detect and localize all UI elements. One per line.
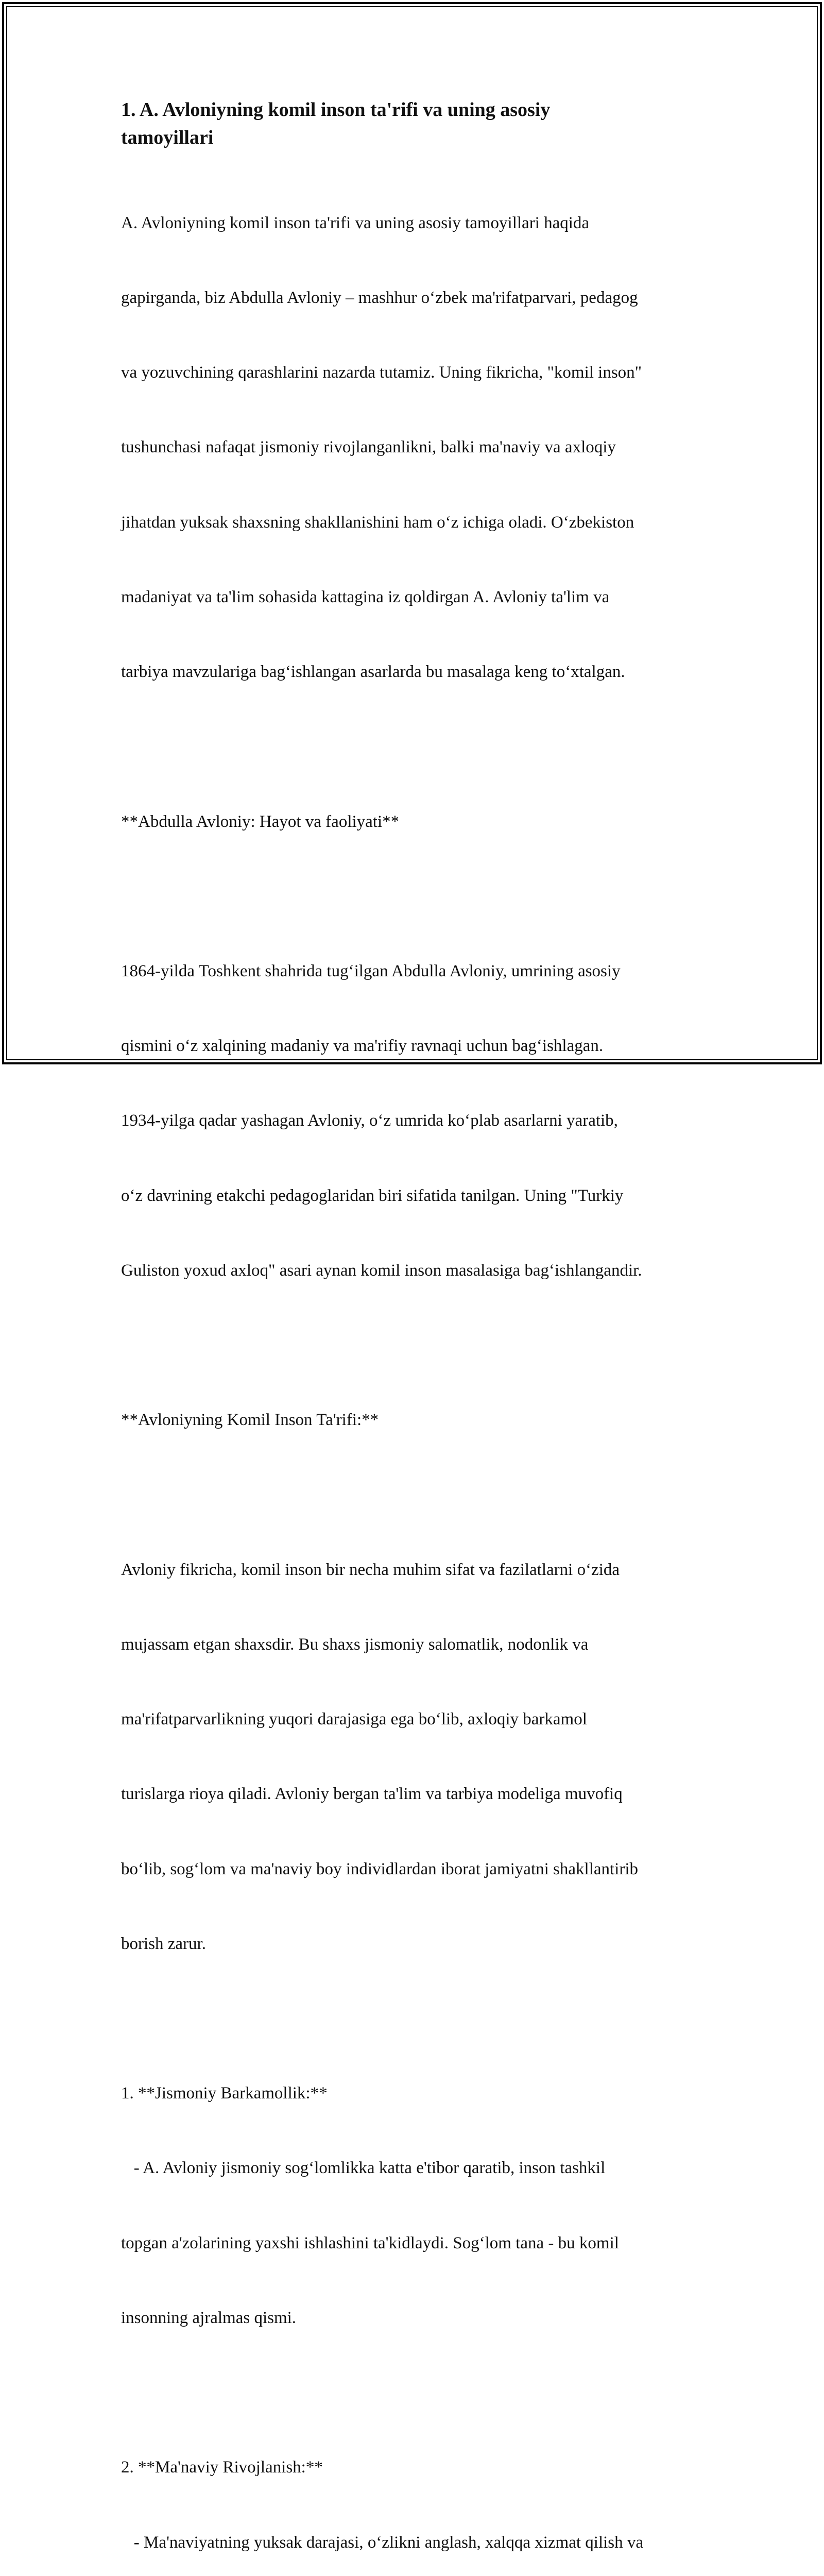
text-line: - A. Avloniy jismoniy sogʻlomlikka katta e'tibor qaratib, inson tashkil <box>121 2159 606 2178</box>
title-line: tamoyillari <box>121 127 214 148</box>
text-line: boʻlib, sogʻlom va ma'naviy boy individlardan iborat jamiyatni shakllantirib <box>121 1859 639 1878</box>
title-line: 1. A. Avloniyning komil inson ta'rifi va uning asosiy <box>121 99 551 121</box>
text-line: tushunchasi nafaqat jismoniy rivojlanganlikni, balki ma'naviy va axloqiy <box>121 438 616 457</box>
text-line: Guliston yoxud axloq" asari aynan komil inson masalasiga bagʻishlangandir. <box>121 1261 642 1280</box>
text-line: qismini oʻz xalqining madaniy va ma'rifiy ravnaqi uchun bagʻishlagan. <box>121 1037 604 1056</box>
text-line: 1864-yilda Toshkent shahrida tugʻilgan Abdulla Avloniy, umrining asosiy <box>121 961 621 980</box>
text-line: insonning ajralmas qismi. <box>121 2308 297 2327</box>
text-line: va yozuvchining qarashlarini nazarda tutamiz. Uning fikricha, "komil inson" <box>121 363 642 382</box>
biography-paragraph <box>121 909 706 1333</box>
page-title <box>121 96 706 151</box>
text-line: 1934-yilga qadar yashagan Avloniy, oʻz umrida koʻplab asarlarni yaratib, <box>121 1111 618 1130</box>
text-line: mujassam etgan shaxsdir. Bu shaxs jismoniy salomatlik, nodonlik va <box>121 1635 589 1654</box>
text-line: tarbiya mavzulariga bagʻishlangan asarlarda bu masalaga keng toʻxtalgan. <box>121 663 625 682</box>
list-item-physical <box>121 2031 706 2380</box>
intro-paragraph <box>121 161 706 734</box>
text-line: 1. **Jismoniy Barkamollik:** <box>121 2084 328 2103</box>
list-item-spiritual <box>121 2405 706 2576</box>
text-line: borish zarur. <box>121 1934 206 1953</box>
document-body <box>121 96 706 2576</box>
text-line: jihatdan yuksak shaxsning shakllanishini ham oʻz ichiga oladi. Oʻzbekiston <box>121 513 634 532</box>
section-heading-definition <box>121 1358 706 1482</box>
text-line: **Abdulla Avloniy: Hayot va faoliyati** <box>121 812 400 831</box>
text-line: oʻz davrining etakchi pedagoglaridan biri sifatida tanilgan. Uning "Turkiy <box>121 1186 624 1205</box>
text-line: gapirganda, biz Abdulla Avloniy – mashhur oʻzbek ma'rifatparvari, pedagog <box>121 289 638 308</box>
text-line: - Ma'naviyatning yuksak darajasi, oʻzlikni anglash, xalqqa xizmat qilish va <box>121 2533 644 2552</box>
text-line: topgan a'zolarining yaxshi ishlashini ta'kidlaydi. Sogʻlom tana - bu komil <box>121 2233 619 2252</box>
text-line: madaniyat va ta'lim sohasida kattagina iz qoldirgan A. Avloniy ta'lim va <box>121 587 610 606</box>
text-line: 2. **Ma'naviy Rivojlanish:** <box>121 2458 323 2477</box>
definition-paragraph <box>121 1507 706 2006</box>
section-heading-biography <box>121 759 706 884</box>
text-line: turislarga rioya qiladi. Avloniy bergan ta'lim va tarbiya modeliga muvofiq <box>121 1785 623 1804</box>
text-line: ma'rifatparvarlikning yuqori darajasiga ega boʻlib, axloqiy barkamol <box>121 1710 587 1729</box>
text-line: A. Avloniyning komil inson ta'rifi va uning asosiy tamoyillari haqida <box>121 213 590 232</box>
text-line: **Avloniyning Komil Inson Ta'rifi:** <box>121 1411 379 1430</box>
text-line: Avloniy fikricha, komil inson bir necha muhim sifat va fazilatlarni oʻzida <box>121 1560 620 1579</box>
